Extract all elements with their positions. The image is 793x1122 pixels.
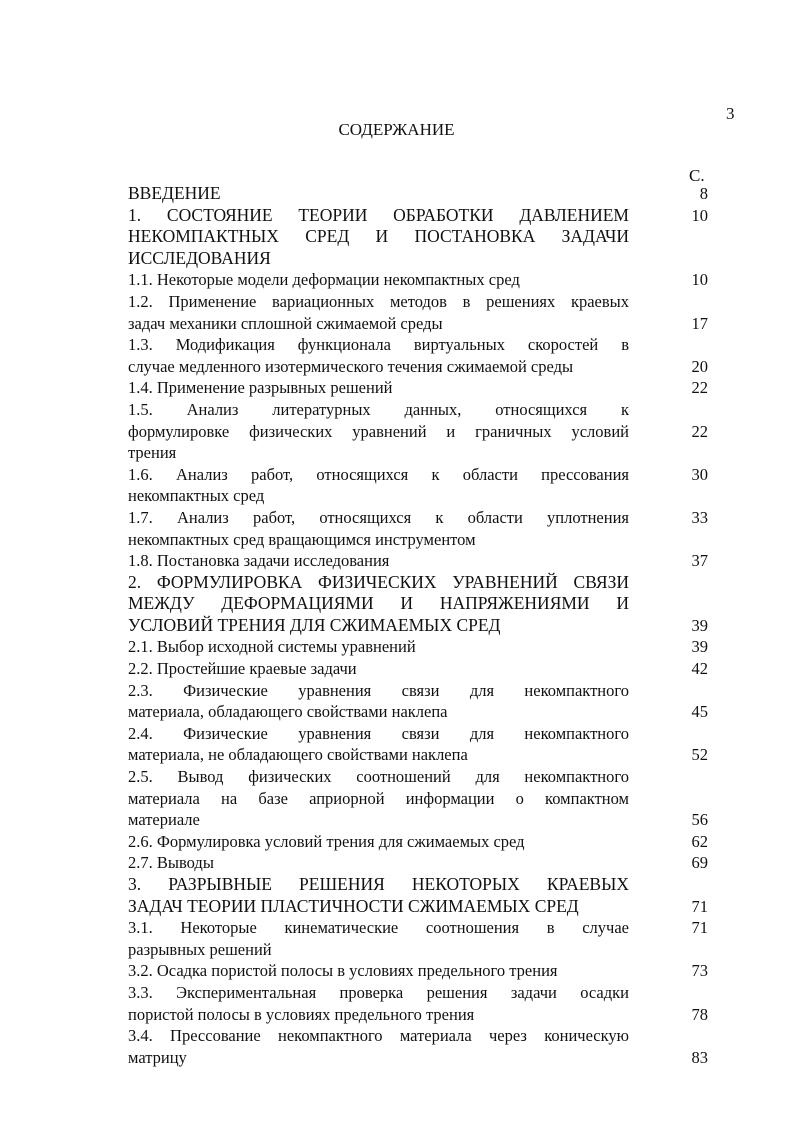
toc-entry-chapter-2: [128, 572, 708, 637]
table-of-contents: [128, 183, 708, 1068]
page-number: 3: [726, 104, 735, 123]
toc-entry-title: 1.7. Анализ работ, относящихся к области уплотнения некомпактных сред вращающимся инструментом: [128, 507, 629, 549]
toc-entry-1-8: [128, 550, 708, 572]
toc-entry-page: 78: [691, 1004, 708, 1024]
toc-entry-title: 1.2. Применение вариационных методов в решениях краевых задач механики сплошной сжимаемой среды: [128, 291, 629, 333]
toc-entry-title: 1.6. Анализ работ, относящихся к области прессования некомпактных сред: [128, 464, 629, 506]
toc-entry-page: 39: [691, 615, 708, 635]
toc-entry-title: 2.1. Выбор исходной системы уравнений: [128, 637, 416, 657]
toc-entry-page: 22: [691, 378, 708, 398]
toc-entry-title: 1.8. Постановка задачи исследования: [128, 551, 390, 571]
toc-entry-title: ВВЕДЕНИЕ: [128, 183, 221, 203]
toc-entry-1-2: [128, 291, 708, 334]
toc-entry-chapter-1: [128, 205, 708, 270]
toc-entry-3-1: [128, 917, 708, 960]
toc-entry-introduction: [128, 183, 708, 205]
toc-entry-chapter-3: [128, 874, 708, 917]
toc-entry-1-1: [128, 269, 708, 291]
toc-entry-title: 3.3. Экспериментальная проверка решения задачи осадки пористой полосы в условиях предельного трения: [128, 982, 629, 1024]
toc-entry-title: 2.7. Выводы: [128, 853, 214, 873]
toc-entry-page: 37: [691, 551, 708, 571]
page-column-header: С.: [689, 166, 705, 185]
toc-entry-page: 71: [691, 896, 708, 916]
toc-entry-page: 39: [691, 637, 708, 657]
toc-entry-3-3: [128, 982, 708, 1025]
page-title: СОДЕРЖАНИЕ: [338, 120, 455, 139]
toc-entry-title: 2. ФОРМУЛИРОВКА ФИЗИЧЕСКИХ УРАВНЕНИЙ СВЯЗИ МЕЖДУ ДЕФОРМАЦИЯМИ И НАПРЯЖЕНИЯМИ И УСЛОВИЙ ТРЕНИЯ ДЛЯ СЖИМАЕМЫХ СРЕД: [128, 571, 629, 635]
toc-entry-1-3: [128, 334, 708, 377]
toc-entry-1-5: [128, 399, 708, 464]
toc-entry-2-2: [128, 658, 708, 680]
toc-entry-title: 3. РАЗРЫВНЫЕ РЕШЕНИЯ НЕКОТОРЫХ КРАЕВЫХ ЗАДАЧ ТЕОРИИ ПЛАСТИЧНОСТИ СЖИМАЕМЫХ СРЕД: [128, 874, 629, 916]
toc-entry-1-6: [128, 464, 708, 507]
toc-entry-page: 83: [691, 1047, 708, 1067]
toc-entry-page: 8: [699, 184, 708, 203]
toc-entry-2-5: [128, 766, 708, 831]
toc-entry-page: 73: [691, 961, 708, 981]
toc-entry-page: 22: [691, 421, 708, 441]
toc-entry-2-1: [128, 636, 708, 658]
toc-entry-page: 69: [691, 853, 708, 873]
toc-entry-page: 42: [691, 659, 708, 679]
toc-entry-2-3: [128, 680, 708, 723]
toc-entry-3-4: [128, 1025, 708, 1068]
toc-entry-title: 1.1. Некоторые модели деформации некомпактных сред: [128, 270, 520, 290]
toc-entry-1-4: [128, 377, 708, 399]
toc-entry-page: 30: [691, 464, 708, 484]
toc-entry-page: 33: [691, 507, 708, 527]
toc-entry-title: 2.3. Физические уравнения связи для некомпактного материала, обладающего свойствами наклепа: [128, 680, 629, 722]
toc-entry-2-6: [128, 831, 708, 853]
toc-entry-page: 56: [691, 810, 708, 830]
toc-entry-page: 52: [691, 745, 708, 765]
toc-entry-title: 3.2. Осадка пористой полосы в условиях предельного трения: [128, 961, 558, 981]
toc-entry-page: 45: [691, 702, 708, 722]
toc-entry-2-4: [128, 723, 708, 766]
toc-entry-3-2: [128, 960, 708, 982]
toc-entry-page: 62: [691, 831, 708, 851]
toc-entry-page: 10: [691, 205, 708, 225]
toc-entry-page: 20: [691, 356, 708, 376]
toc-entry-title: 2.2. Простейшие краевые задачи: [128, 659, 357, 679]
toc-entry-title: 3.4. Прессование некомпактного материала через коническую матрицу: [128, 1026, 629, 1067]
toc-entry-title: 1.5. Анализ литературных данных, относящихся к формулировке физических уравнений и граничных условий трения: [128, 399, 629, 463]
toc-entry-title: 2.4. Физические уравнения связи для некомпактного материала, не обладающего свойствами наклепа: [128, 723, 629, 765]
toc-entry-2-7: [128, 852, 708, 874]
toc-entry-page: 10: [691, 270, 708, 290]
toc-entry-title: 3.1. Некоторые кинематические соотношения в случае разрывных решений: [128, 918, 629, 959]
toc-entry-title: 2.5. Вывод физических соотношений для некомпактного материала на базе априорной информации о компактном материале: [128, 767, 629, 830]
toc-entry-title: 2.6. Формулировка условий трения для сжимаемых сред: [128, 831, 525, 851]
toc-entry-page: 71: [691, 918, 708, 938]
toc-entry-title: 1. СОСТОЯНИЕ ТЕОРИИ ОБРАБОТКИ ДАВЛЕНИЕМ НЕКОМПАКТНЫХ СРЕД И ПОСТАНОВКА ЗАДАЧИ ИССЛЕДОВАНИЯ: [128, 204, 629, 268]
toc-entry-title: 1.4. Применение разрывных решений: [128, 378, 393, 398]
toc-entry-page: 17: [691, 313, 708, 333]
toc-entry-title: 1.3. Модификация функционала виртуальных скоростей в случае медленного изотермического течения сжимаемой среды: [128, 335, 629, 376]
toc-entry-1-7: [128, 507, 708, 550]
